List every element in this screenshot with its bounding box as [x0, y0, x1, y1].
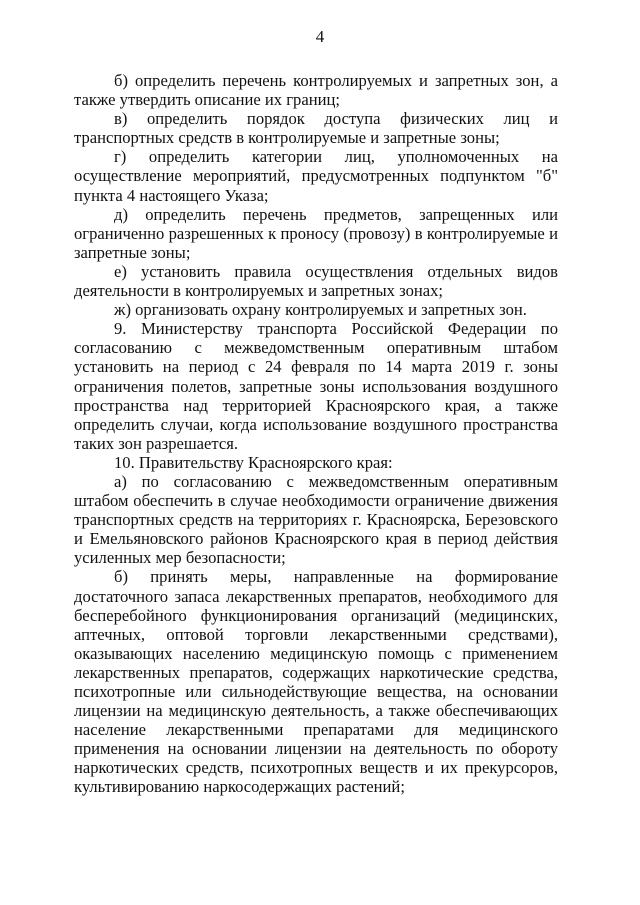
paragraph-a-traffic: а) по согласованию с межведомственным оперативным штабом обеспечить в случае необходимости ограничение движения транспортных средств на территориях г. Красноярска, Березовского и Емельяновского районов Красноярского края в период действия усиленных мер безопасности;	[74, 471, 558, 568]
paragraph-b-medicines: б) принять меры, направленные на формирование достаточного запаса лекарственных препаратов, необходимого для бесперебойного функционирования организаций (медицинских, аптечных, оптовой торговли лекарственными средствами), оказывающих населению медицинскую помощь с применением лекарственных препаратов, содержащих наркотические средства, психотропные или сильнодействующие вещества, на основании лицензии на медицинскую деятельность, а также обеспечивающих население лекарственными препаратами для медицинского применения на основании лицензии на деятельность по обороту наркотических средств, психотропных веществ и их прекурсоров, культивированию наркосодержащих растений;	[74, 567, 558, 797]
paragraph-9-ministry: 9. Министерству транспорта Российской Федерации по согласованию с межведомственным оперативным штабом установить на период с 24 февраля по 14 марта 2019 г. зоны ограничения полетов, запретные зоны использования воздушного пространства над территорией Красноярского края, а также определить случаи, когда использование воздушного пространства таких зон разрешается.	[74, 319, 558, 453]
page-number: 4	[315, 27, 325, 46]
paragraph-v-access: в) определить порядок доступа физических лиц и транспортных средств в контролируемые и запретные зоны;	[74, 109, 558, 148]
paragraph-g-categories: г) определить категории лиц, уполномоченных на осуществление мероприятий, предусмотренных подпунктом "б" пункта 4 настоящего Указа;	[74, 147, 558, 205]
paragraph-zh-guard: ж) организовать охрану контролируемых и запретных зон.	[114, 300, 527, 320]
paragraph-e-rules: е) установить правила осуществления отдельных видов деятельности в контролируемых и запретных зонах;	[74, 261, 558, 301]
paragraph-10-government: 10. Правительству Красноярского края:	[114, 452, 393, 472]
paragraph-d-items: д) определить перечень предметов, запрещенных или ограниченно разрешенных к проносу (провозу) в контролируемые и запретные зоны;	[74, 204, 558, 262]
document-body	[74, 71, 558, 797]
paragraph-b-zones: б) определить перечень контролируемых и запретных зон, а также утвердить описание их границ;	[74, 71, 558, 110]
